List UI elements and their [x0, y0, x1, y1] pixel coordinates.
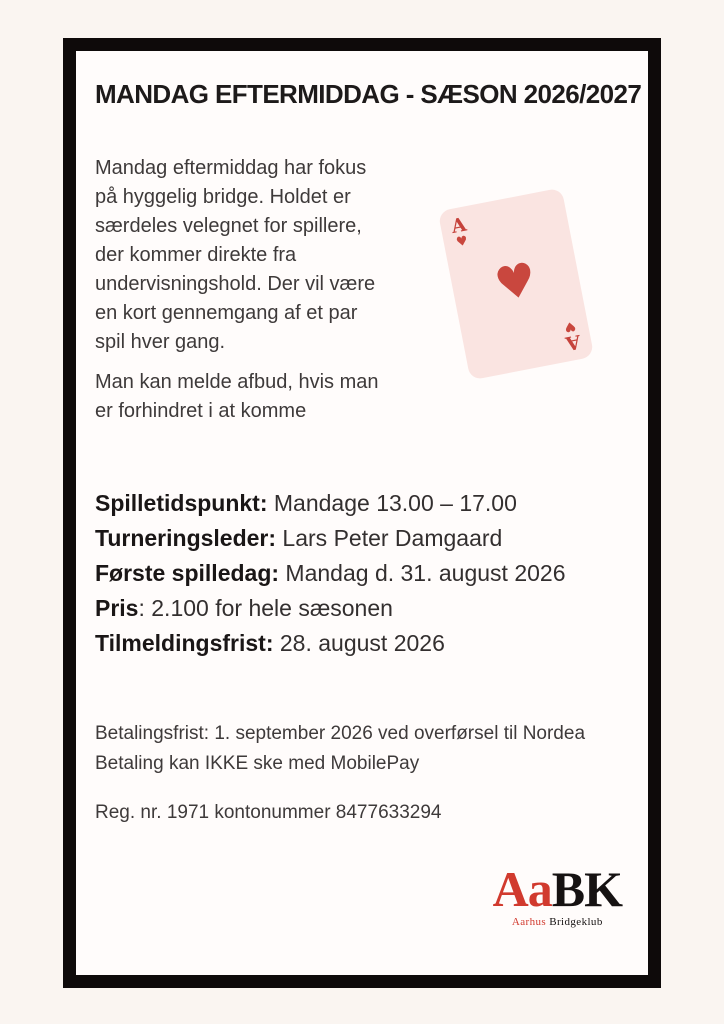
heart-suit-icon: ♥ — [490, 251, 541, 313]
account-number-line: Reg. nr. 1971 kontonummer 8477633294 — [95, 802, 442, 823]
heart-suit-icon: ♥ — [454, 233, 470, 251]
intro-line: på hyggelig bridge. Holdet er — [95, 186, 351, 208]
detail-label: Pris — [95, 595, 139, 621]
detail-row-turneringsleder — [95, 521, 566, 556]
detail-label: Tilmeldingsfrist: — [95, 630, 274, 656]
detail-row-foerste-spilledag — [95, 556, 566, 591]
detail-label: Turneringsleder: — [95, 525, 277, 551]
intro-line: undervisningshold. Der vil være — [95, 273, 376, 295]
payment-line: Betaling kan IKKE ske med MobilePay — [95, 753, 420, 774]
logo-subtitle-aarhus: Aarhus — [511, 916, 547, 928]
logo-subtitle-bridgeklub: Bridgeklub — [549, 916, 603, 928]
cancellation-paragraph — [95, 368, 379, 426]
logo-text — [493, 863, 622, 915]
heart-suit-icon: ♥ — [562, 317, 578, 335]
cancellation-line: er forhindret i at komme — [95, 400, 307, 422]
detail-row-tilmeldingsfrist — [95, 626, 566, 661]
detail-row-spilletidspunkt — [95, 486, 566, 521]
intro-line: Mandag eftermiddag har fokus — [95, 157, 367, 179]
intro-line: særdeles velegnet for spillere, — [95, 215, 362, 237]
detail-row-pris — [95, 591, 566, 626]
detail-value: Mandag d. 31. august 2026 — [279, 560, 566, 586]
logo-text-bk: BK — [551, 861, 622, 917]
detail-label: Spilletidspunkt: — [95, 490, 268, 516]
payment-paragraph — [95, 719, 585, 779]
detail-label: Første spilledag: — [95, 560, 280, 586]
detail-value: Lars Peter Damgaard — [276, 525, 503, 551]
page-title: MANDAG EFTERMIDDAG - SÆSON 2026/2027 — [95, 79, 642, 109]
intro-line: der kommer direkte fra — [95, 244, 297, 266]
details-list — [95, 486, 566, 661]
detail-value: Mandage 13.00 – 17.00 — [267, 490, 517, 516]
card-rank: A — [563, 329, 583, 355]
card-rank: A — [449, 213, 469, 239]
payment-line: Betalingsfrist: 1. september 2026 ved overførsel til Nordea — [95, 723, 586, 744]
cancellation-line: Man kan melde afbud, hvis man — [95, 371, 379, 393]
intro-paragraph — [95, 154, 375, 357]
flyer-frame — [63, 38, 661, 988]
card-corner-top-left — [448, 215, 472, 250]
logo-text-aa: Aa — [492, 861, 552, 917]
card-corner-bottom-right — [560, 318, 584, 353]
intro-line: en kort gennemgang af et par — [95, 302, 358, 324]
detail-value: : 2.100 for hele sæsonen — [138, 595, 393, 621]
intro-line: spil hver gang. — [95, 331, 226, 353]
club-logo — [493, 863, 622, 929]
ace-of-hearts-card — [438, 188, 595, 381]
detail-value: 28. august 2026 — [273, 630, 445, 656]
logo-subtitle — [493, 916, 622, 929]
